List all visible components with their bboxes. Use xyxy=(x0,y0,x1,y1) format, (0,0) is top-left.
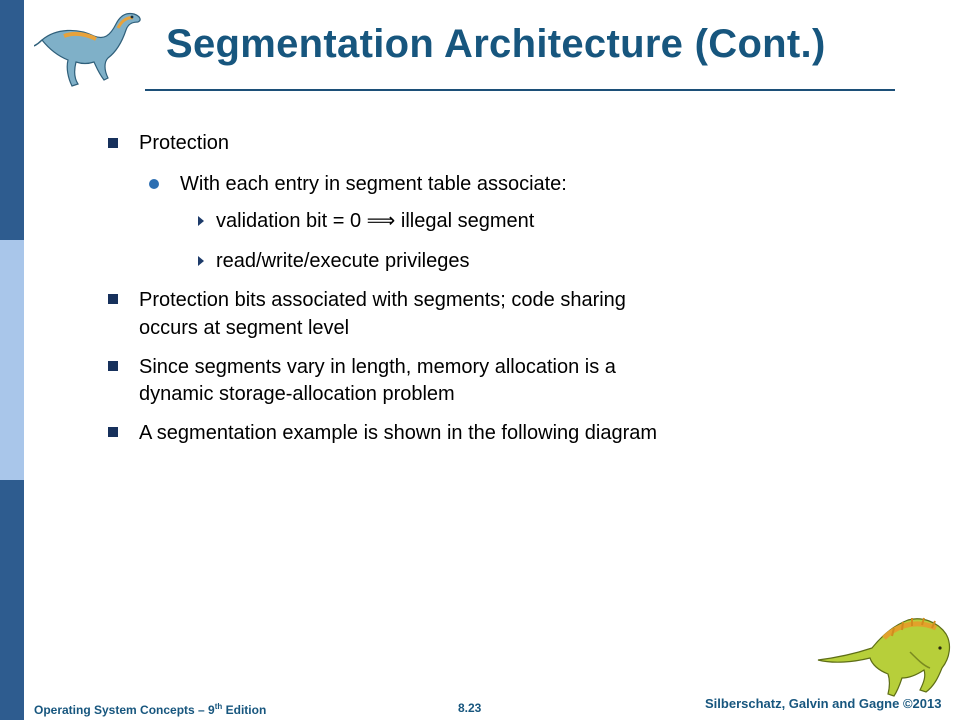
bullet-text: A segmentation example is shown in the following diagram xyxy=(139,422,658,444)
bullet-text: read/write/execute privileges xyxy=(216,250,470,272)
bullet-text-line1: Since segments vary in length, memory allocation is a xyxy=(139,356,616,378)
triangle-bullet-icon xyxy=(198,216,204,226)
footer-page-number: 8.23 xyxy=(458,701,482,715)
slide-title: Segmentation Architecture (Cont.) xyxy=(166,22,826,66)
square-bullet-icon xyxy=(108,138,118,148)
square-bullet-icon xyxy=(108,361,118,371)
title-divider xyxy=(145,89,895,91)
dinosaur-logo-icon xyxy=(814,608,954,700)
round-bullet-icon xyxy=(149,179,159,189)
footer-book-suffix: Edition xyxy=(222,703,267,717)
square-bullet-icon xyxy=(108,427,118,437)
square-bullet-icon xyxy=(108,294,118,304)
bullet-text: Protection xyxy=(139,132,230,154)
bullet-text-line2: dynamic storage-allocation problem xyxy=(139,383,455,405)
footer-copyright: Silberschatz, Galvin and Gagne ©2013 xyxy=(705,696,942,711)
dinosaur-logo-icon xyxy=(34,6,152,92)
left-bar-middle xyxy=(0,240,24,480)
bullet-text-line2: occurs at segment level xyxy=(139,317,350,339)
triangle-bullet-icon xyxy=(198,256,204,266)
bullet-text-line1: Protection bits associated with segments; code sharing xyxy=(139,289,626,311)
bullet-text: validation bit = 0 ⟹ illegal segment xyxy=(216,210,535,232)
footer-book-title xyxy=(34,702,266,717)
left-bar-top xyxy=(0,0,24,240)
bullet-text: With each entry in segment table associate: xyxy=(180,173,567,195)
footer-book-superscript: th xyxy=(214,702,223,711)
footer-book-prefix: Operating System Concepts – 9 xyxy=(34,703,215,717)
left-bar-bottom xyxy=(0,480,24,720)
